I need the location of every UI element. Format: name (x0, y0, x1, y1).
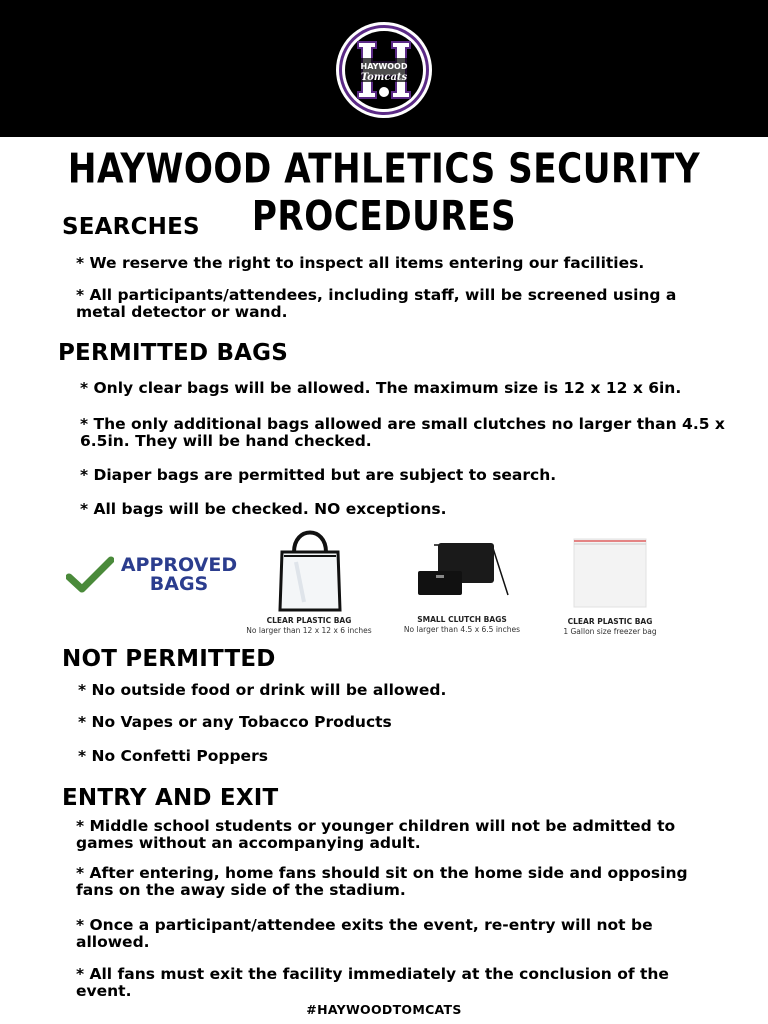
clear-tote-bag-icon (274, 522, 346, 614)
page-title: HAYWOOD ATHLETICS SECURITY PROCEDURES (67, 144, 701, 240)
section-heading-permitted-bags: PERMITTED BAGS (58, 340, 289, 366)
permitted-item-1: * Only clear bags will be allowed. The maximum size is 12 x 12 x 6in. (80, 379, 682, 397)
logo-line-1: HAYWOOD (360, 62, 408, 71)
bag-2-title: SMALL CLUTCH BAGS (417, 615, 507, 624)
section-heading-entry-exit: ENTRY AND EXIT (62, 785, 279, 811)
approved-bags-badge (66, 553, 246, 598)
footer-hashtag: #HAYWOODTOMCATS (306, 1002, 462, 1017)
school-logo (334, 20, 434, 120)
bag-3-title: CLEAR PLASTIC BAG (567, 617, 653, 626)
permitted-item-3: * Diaper bags are permitted but are subject to search. (80, 466, 557, 484)
entry-exit-item-4: * All fans must exit the facility immediately at the conclusion of the event. (76, 965, 669, 1000)
small-clutch-bags-item (400, 535, 524, 640)
bag-2-subtitle: No larger than 4.5 x 6.5 inches (403, 625, 521, 634)
section-heading-not-permitted: NOT PERMITTED (62, 646, 276, 672)
searches-item-1: * We reserve the right to inspect all items entering our facilities. (76, 254, 645, 272)
entry-exit-item-1: * Middle school students or younger children will not be admitted to games without an accompanying adult. (76, 817, 676, 852)
permitted-item-2: * The only additional bags allowed are small clutches no larger than 4.5 x 6.5in. They will be hand checked. (80, 415, 725, 450)
searches-item-2: * All participants/attendees, including staff, will be screened using a metal detector or wand. (76, 286, 677, 321)
not-permitted-item-3: * No Confetti Poppers (78, 747, 268, 765)
entry-exit-item-2: * After entering, home fans should sit on the home side and opposing fans on the away side of the stadium. (76, 864, 688, 899)
gallon-freezer-bag-item (556, 535, 664, 643)
bag-1-title: CLEAR PLASTIC BAG (266, 616, 352, 625)
freezer-bag-icon (572, 535, 648, 609)
bag-1-subtitle: No larger than 12 x 12 x 6 inches (246, 626, 372, 635)
approved-label-line-1: APPROVED (120, 554, 238, 576)
not-permitted-item-2: * No Vapes or any Tobacco Products (78, 713, 392, 731)
checkmark-icon (66, 555, 114, 593)
logo-line-2: Tomcats (360, 72, 408, 83)
bag-3-subtitle: 1 Gallon size freezer bag (563, 627, 657, 636)
not-permitted-item-1: * No outside food or drink will be allowed. (78, 681, 447, 699)
clutch-bag-icon (414, 535, 510, 607)
permitted-item-4: * All bags will be checked. NO exceptions. (80, 500, 447, 518)
entry-exit-item-3: * Once a participant/attendee exits the event, re-entry will not be allowed. (76, 916, 653, 951)
approved-label-line-2: BAGS (149, 573, 209, 595)
section-heading-searches: SEARCHES (62, 214, 200, 240)
clear-plastic-bag-item (244, 522, 374, 640)
